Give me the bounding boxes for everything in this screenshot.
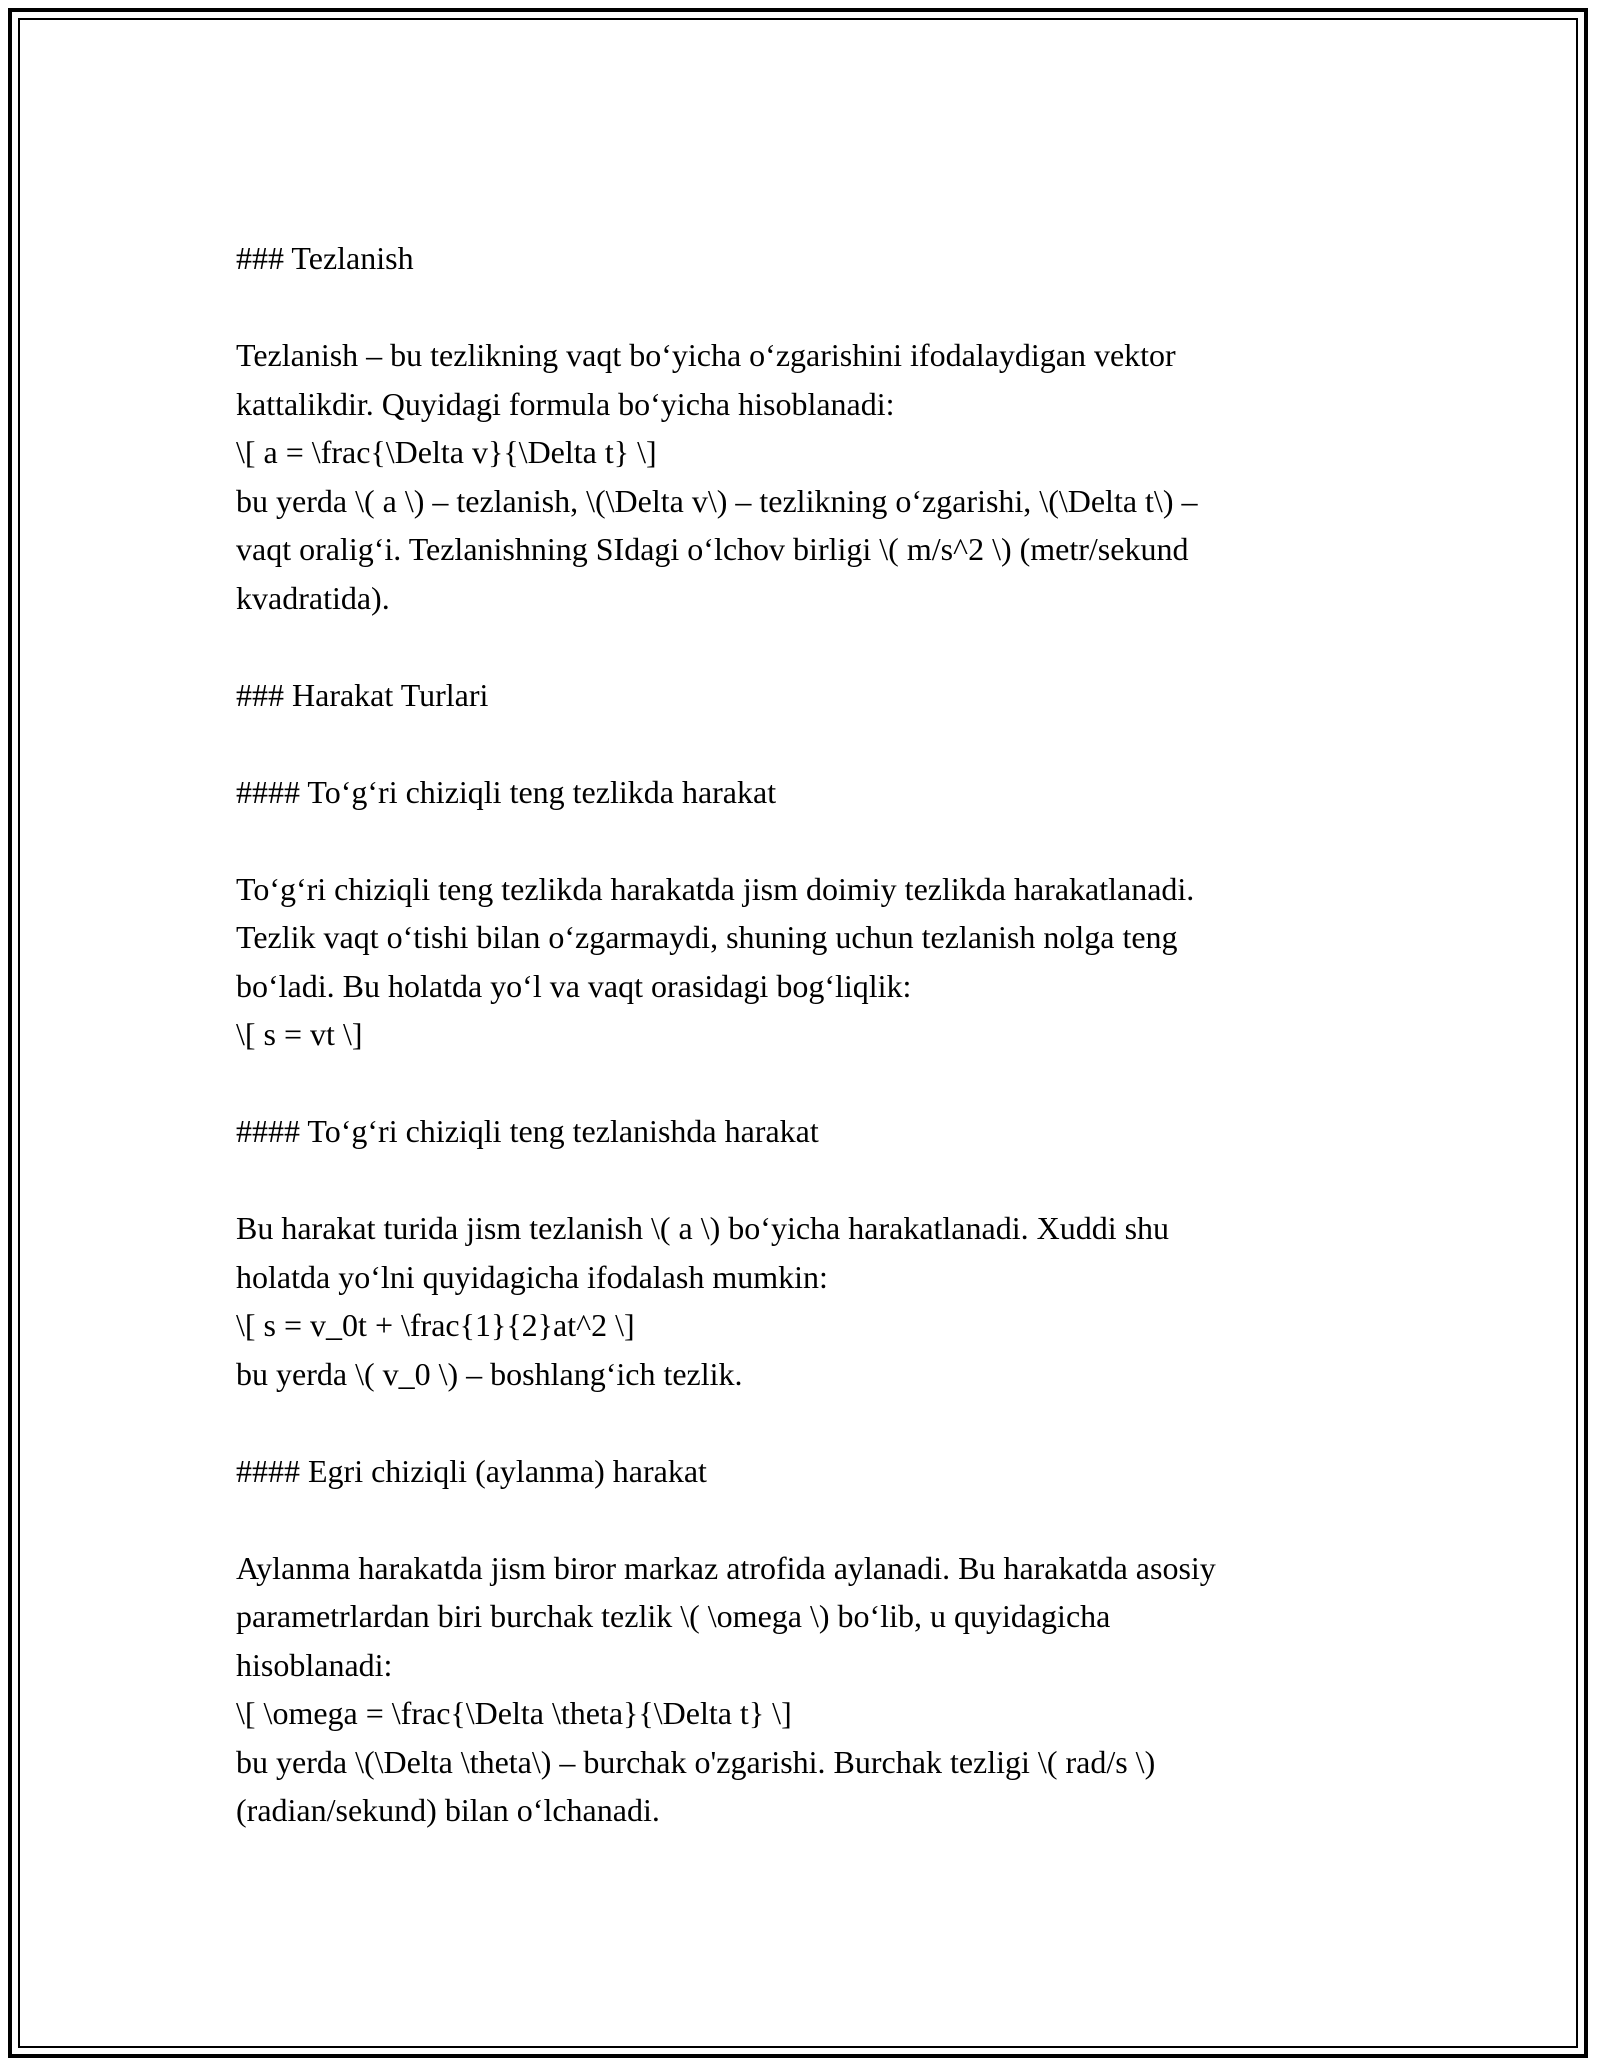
heading-text: #### To‘g‘ri chiziqli teng tezlikda harakat: [236, 773, 777, 810]
text-line: Bu harakat turida jism tezlanish \( a \) bo‘yicha harakatlanadi. Xuddi shu: [236, 1210, 1170, 1246]
heading-text: ### Tezlanish: [236, 240, 414, 276]
text-line: kvadratida).: [236, 579, 390, 616]
heading-text: #### Egri chiziqli (aylanma) harakat: [236, 1452, 707, 1489]
formula-line: \[ a = \frac{\Delta v}{\Delta t} \]: [236, 434, 657, 470]
section-heading-tezlanish: [236, 234, 1386, 283]
text-line: parametrlardan biri burchak tezlik \( \omega \) bo‘lib, u quyidagicha: [236, 1598, 1111, 1634]
text-line: bu yerda \(\Delta \theta\) – burchak o'zgarishi. Burchak tezligi \( rad/s \): [236, 1743, 1156, 1780]
text-line: To‘g‘ri chiziqli teng tezlikda harakatda jism doimiy tezlikda harakatlanadi.: [236, 870, 1195, 907]
heading-text: ### Harakat Turlari: [236, 676, 489, 713]
subsection-heading-aylanma: [236, 1447, 1386, 1496]
text-line: vaqt oralig‘i. Tezlanishning SIdagi o‘lchov birligi \( m/s^2 \) (metr/sekund: [236, 531, 1189, 567]
text-line: bu yerda \( v_0 \) – boshlang‘ich tezlik.: [236, 1355, 743, 1392]
text-line: Aylanma harakatda jism biror markaz atrofida aylanadi. Bu harakatda asosiy: [236, 1549, 1216, 1586]
text-line: kattalikdir. Quyidagi formula bo‘yicha hisoblanadi:: [236, 385, 895, 422]
text-line: hisoblanadi:: [236, 1646, 393, 1683]
paragraph-aylanma: [236, 1544, 1386, 1835]
section-heading-harakat-turlari: [236, 671, 1386, 720]
text-line: bu yerda \( a \) – tezlanish, \(\Delta v\) – tezlikning o‘zgarishi, \(\Delta t\) –: [236, 482, 1198, 519]
paragraph-teng-tezlikda: [236, 865, 1386, 1059]
formula-line: \[ s = vt \]: [236, 1016, 363, 1052]
subsection-heading-teng-tezlanishda: [236, 1107, 1386, 1156]
paragraph-tezlanish: [236, 331, 1386, 622]
text-line: (radian/sekund) bilan o‘lchanadi.: [236, 1792, 660, 1828]
heading-text: #### To‘g‘ri chiziqli teng tezlanishda harakat: [236, 1113, 819, 1149]
paragraph-teng-tezlanishda: [236, 1204, 1386, 1398]
text-line: Tezlanish – bu tezlikning vaqt bo‘yicha o‘zgarishini ifodalaydigan vektor: [236, 337, 1176, 373]
text-line: Tezlik vaqt o‘tishi bilan o‘zgarmaydi, shuning uchun tezlanish nolga teng: [236, 919, 1178, 955]
subsection-heading-teng-tezlikda: [236, 768, 1386, 817]
document-body: [236, 234, 1386, 1883]
text-line: holatda yo‘lni quyidagicha ifodalash mumkin:: [236, 1258, 828, 1295]
formula-line: \[ \omega = \frac{\Delta \theta}{\Delta t} \]: [236, 1695, 792, 1731]
formula-line: \[ s = v_0t + \frac{1}{2}at^2 \]: [236, 1307, 635, 1343]
text-line: bo‘ladi. Bu holatda yo‘l va vaqt orasidagi bog‘liqlik:: [236, 967, 912, 1004]
